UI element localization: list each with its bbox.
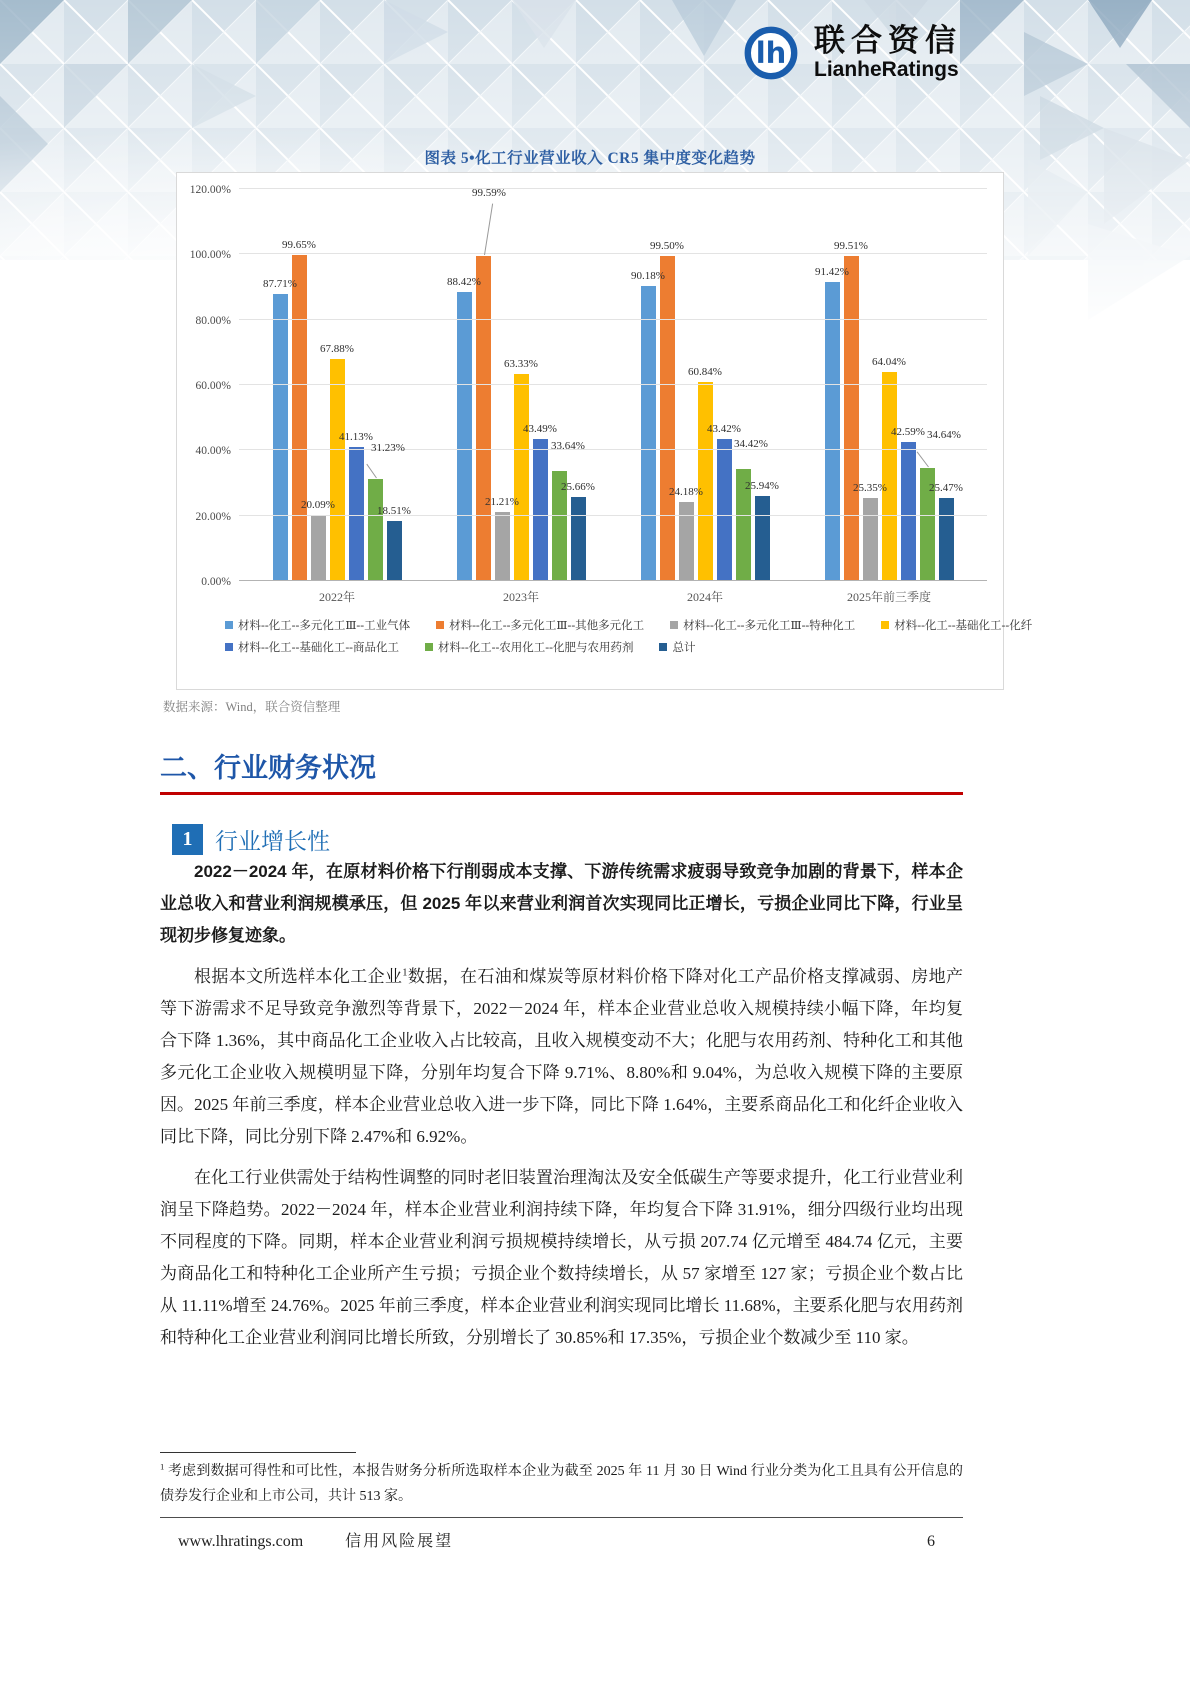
paragraph-2: 在化工行业供需处于结构性调整的同时老旧装置治理淘汰及安全低碳生产等要求提升，化工行业营业利润呈下降趋势。2022－2024 年，样本企业营业利润持续下降，年均复合下降 31.91%，细分四级行业均出现不同程度的下降。同期，样本企业营业利润亏损规模持续增长，从亏损 207.74 亿元增至 484.74 亿元，主要为商品化工和特种化工企业所产生亏损；亏损企业个数持续增长，从 57 家增至 127 家；亏损企业个数占比从 11.11%增至 24.76%。2025 年前三季度，样本企业营业利润实现同比增长 11.68%，主要系化肥与农用药剂和特种化工企业营业利润同比增长所致，分别增长了 30.85%和 17.35%，亏损企业个数减少至 110 家。 (160, 1168, 963, 1347)
bar-value-label: 42.59% (891, 425, 925, 438)
legend-swatch (659, 643, 667, 651)
bar-column (485, 189, 519, 581)
body-text (160, 856, 963, 1363)
bar-value-label: 67.88% (320, 343, 354, 356)
chart-inner (177, 173, 1003, 604)
bar-group (447, 186, 595, 604)
legend-row (225, 639, 1003, 655)
footnote (160, 1459, 963, 1509)
paragraph-1-text-cont: 数据，在石油和煤炭等原材料价格下降对化工产品价格支撑减弱、房地产等下游需求不足导致竞争激烈等背景下，2022－2024 年，样本企业营业总收入规模持续小幅下降，年均复合下降 1.36%，其中商品化工企业收入占比较高，且收入规模变动不大；化肥与农用药剂、特种化工和其他多元化工企业收入规模明显下降，分别年均复合下降 9.71%、8.80%和 9.04%，为总收入规模下降的主要原因。2025 年前三季度，样本企业营业总收入进一步下降，同比下降 1.64%，主要系商品化工和化纤企业收入同比下降，同比分别下降 2.47%和 6.92%。 (160, 967, 964, 1146)
footer-rule (160, 1517, 963, 1518)
chart-title: 图表 5•化工行业营业收入 CR5 集中度变化趋势 (424, 150, 756, 167)
y-axis-label: 100.00% (189, 249, 231, 262)
bar-value-label: 99.51% (834, 239, 868, 252)
bar-value-label: 25.66% (561, 481, 595, 494)
x-axis-label: 2024年 (686, 590, 724, 604)
y-axis-label: 60.00% (195, 380, 231, 392)
bar-column (688, 189, 722, 581)
footnote-rule (160, 1452, 356, 1453)
bar-value-label: 99.65% (282, 239, 316, 252)
bar-value-label: 18.51% (377, 504, 411, 517)
bar (863, 498, 878, 581)
footnote-marker: 1 (160, 1461, 165, 1472)
bar (825, 282, 840, 581)
bar (368, 479, 383, 581)
logo (742, 24, 962, 82)
footer (160, 1528, 963, 1551)
bar-value-label: 25.35% (853, 482, 887, 495)
y-axis-label: 20.00% (195, 510, 231, 523)
bar-column (320, 189, 354, 581)
y-axis-label: 40.00% (195, 445, 231, 458)
bar (387, 521, 402, 581)
bar-column (282, 189, 316, 581)
bar-value-label: 41.13% (339, 430, 373, 443)
bar-column (872, 189, 906, 581)
gridline (239, 188, 987, 189)
bar (514, 374, 529, 581)
bar (330, 359, 345, 581)
logo-text (814, 22, 962, 82)
data-source-note: 数据来源：Wind，联合资信整理 (163, 700, 341, 714)
bar (882, 372, 897, 581)
footer-report-label: 信用风险展望 (345, 1533, 454, 1550)
bar-column (650, 189, 684, 581)
gridline (239, 449, 987, 450)
bar-value-label: 33.64% (551, 440, 585, 453)
legend-label: 材料--化工--多元化工Ⅲ--工业气体 (238, 620, 411, 632)
bar (571, 497, 586, 581)
legend-swatch (225, 621, 233, 629)
legend-label: 材料--化工--基础化工--商品化工 (238, 642, 399, 654)
footnote-ref: 1 (402, 967, 408, 979)
legend-item (225, 617, 410, 633)
bar (273, 294, 288, 581)
chart-groups (239, 186, 987, 604)
legend-swatch (670, 621, 678, 629)
legend-swatch (225, 643, 233, 651)
bar-column (339, 189, 373, 581)
bar (533, 439, 548, 581)
bar (641, 286, 656, 581)
gridline (239, 580, 987, 581)
bar (457, 292, 472, 581)
bar-column (523, 189, 557, 581)
chart-legend (177, 617, 1033, 655)
paragraph-1 (160, 961, 963, 1153)
legend-item (425, 639, 633, 655)
label-leader-line (916, 451, 928, 467)
chart-plot (239, 186, 987, 604)
brand-name-cn: 联合资信 (814, 22, 962, 58)
bar-value-label: 34.42% (734, 437, 768, 450)
bar-value-label: 63.33% (504, 358, 538, 371)
bar-value-label: 99.50% (650, 239, 684, 252)
subsection-number-badge: 1 (172, 824, 203, 855)
bar (698, 382, 713, 581)
bar-column (891, 189, 925, 581)
bar (476, 256, 491, 581)
bar-value-label: 21.21% (485, 495, 519, 508)
bar (901, 442, 916, 581)
y-axis-label: 0.00% (201, 576, 231, 588)
paragraph-1-text: 根据本文所选样本化工企业 (194, 967, 403, 986)
bar-value-label: 60.84% (688, 366, 722, 379)
bar-value-label: 88.42% (447, 276, 481, 289)
section-title: 二、行业财务状况 (160, 753, 376, 783)
legend-label: 材料--化工--基础化工--化纤 (894, 620, 1033, 632)
bar-value-label: 34.64% (927, 428, 961, 441)
chart-ylabels (181, 184, 239, 588)
bar-value-label: 25.94% (745, 480, 779, 493)
legend-swatch (425, 643, 433, 651)
bar (495, 512, 510, 581)
legend-item (670, 617, 855, 633)
bar-value-label: 24.18% (669, 486, 703, 499)
footer-website: www.lhratings.com (178, 1533, 304, 1550)
svg-text:lh: lh (755, 35, 787, 70)
gridline (239, 253, 987, 254)
bar (660, 256, 675, 581)
x-axis-label: 2022年 (318, 590, 356, 604)
legend-item (659, 639, 695, 655)
bar-value-label: 90.18% (631, 270, 665, 283)
bar (844, 256, 859, 581)
cr5-bar-chart (176, 172, 1033, 690)
x-axis-label: 2025年前三季度 (846, 590, 932, 604)
bar-value-label: 43.49% (523, 422, 557, 435)
section-rule (160, 792, 963, 795)
gridline (239, 319, 987, 320)
bar-group (631, 189, 779, 604)
subsection-heading (172, 823, 330, 856)
gridline (239, 515, 987, 516)
bar (755, 496, 770, 581)
brand-name-en: LianheRatings (814, 58, 959, 82)
lianhe-logo-icon (742, 24, 800, 82)
legend-swatch (436, 621, 444, 629)
label-leader-line (366, 464, 377, 478)
bar-value-label: 25.47% (929, 481, 963, 494)
legend-label: 总计 (672, 642, 696, 654)
bar-column (834, 189, 868, 581)
bar-value-label: 20.09% (301, 499, 335, 512)
legend-row (225, 617, 1033, 633)
bar-value-label: 43.42% (707, 423, 741, 436)
bar-column (504, 189, 538, 581)
legend-item (225, 639, 399, 655)
label-leader-line (484, 203, 493, 255)
bar-column (707, 189, 741, 581)
footnote-text: 考虑到数据可得性和可比性，本报告财务分析所选取样本企业为截至 2025 年 11 月 30 日 Wind 行业分类为化工且具有公开信息的债券发行企业和上市公司，共计 513 家。 (160, 1464, 963, 1504)
legend-item (881, 617, 1032, 633)
legend-label: 材料--化工--多元化工Ⅲ--特种化工 (683, 620, 856, 632)
legend-label: 材料--化工--农用化工--化肥与农用药剂 (437, 642, 634, 654)
bar (939, 498, 954, 581)
bar-value-label: 87.71% (263, 278, 297, 291)
y-axis-label: 80.00% (195, 314, 231, 327)
bar-column (447, 189, 481, 581)
bar-value-label: 31.23% (371, 441, 405, 454)
bar-group (263, 189, 411, 604)
legend-swatch (881, 621, 889, 629)
bar (292, 255, 307, 581)
bar (311, 515, 326, 581)
y-axis-label: 120.00% (189, 184, 231, 196)
bar-value-label: 64.04% (872, 355, 906, 368)
bar-value-label: 99.59% (472, 186, 506, 199)
intro-paragraph: 2022－2024 年，在原材料价格下行削弱成本支撑、下游传统需求疲弱导致竞争加剧的背景下，样本企业总收入和营业利润规模承压，但 2025 年以来营业利润首次实现同比正增长，亏损企业同比下降，行业呈现初步修复迹象。 (160, 862, 963, 945)
bar-group (815, 189, 963, 604)
page-number: 6 (927, 1533, 935, 1550)
gridline (239, 384, 987, 385)
bar-value-label: 91.42% (815, 266, 849, 279)
legend-item (436, 617, 644, 633)
bar (717, 439, 732, 581)
legend-label: 材料--化工--多元化工Ⅲ--其他多元化工 (449, 620, 645, 632)
x-axis-label: 2023年 (502, 590, 540, 604)
subsection-title: 行业增长性 (215, 828, 330, 854)
